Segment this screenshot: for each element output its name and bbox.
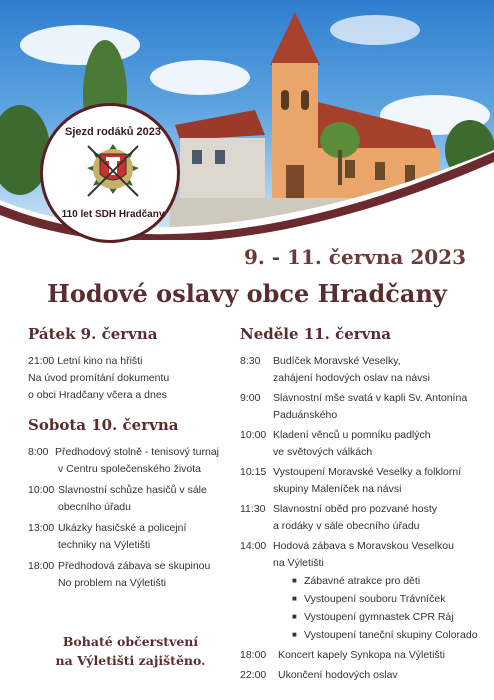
event-text: Vystoupení Moravské Veselky a folklorní (273, 466, 462, 478)
sub-item (240, 626, 480, 644)
bullet-icon: ■ (292, 612, 297, 621)
schedule-item (240, 390, 480, 424)
event-text: Kladení věnců u pomníku padlých (273, 429, 431, 441)
event-description (273, 501, 480, 535)
friday-heading: Pátek 9. června (28, 325, 158, 343)
event-description (273, 538, 480, 572)
schedule-item (28, 482, 233, 516)
event-time: 22:00 (240, 669, 267, 681)
event-time: 18:00 (28, 560, 55, 572)
event-text: Slavnostní schůze hasičů v sále (58, 484, 207, 496)
sub-item (240, 590, 480, 608)
bullet-icon: ■ (292, 576, 297, 585)
event-text: v Centru společenského života (58, 463, 201, 475)
event-description (58, 558, 233, 592)
sub-item (240, 572, 480, 590)
right-column (240, 325, 480, 684)
event-text: Budíček Moravské Veselky, (273, 355, 401, 367)
bullet-icon: ■ (292, 594, 297, 603)
event-time: 8:30 (240, 355, 261, 367)
refreshments-note (28, 632, 233, 670)
event-text: No problem na Výletišti (58, 577, 166, 589)
schedule-item (28, 444, 233, 478)
event-time: 10:00 (28, 484, 55, 496)
event-description (273, 390, 480, 424)
anniversary-emblem (40, 103, 180, 243)
schedule-item (28, 558, 233, 592)
event-time: 21:00 (28, 355, 55, 367)
fire-brigade-crest-icon (43, 106, 183, 246)
sub-item-text: Vystoupení taneční skupiny Colorado (304, 629, 478, 641)
schedule-item (28, 353, 233, 370)
event-text: Koncert kapely Synkopa na Výletišti (278, 649, 445, 661)
event-text: Na úvod promítání dokumentu (28, 372, 170, 384)
sub-item (240, 608, 480, 626)
schedule-item (240, 464, 480, 498)
emblem-bottom-text: 110 let SDH Hradčany (61, 209, 165, 220)
event-text: Ukončení hodových oslav (278, 669, 398, 681)
event-text: Předhodová zábava se skupinou (58, 560, 211, 572)
emblem-top-text: Sjezd rodáků 2023 (65, 126, 161, 138)
saturday-heading: Sobota 10. června (28, 416, 179, 434)
event-text: na Výletišti (273, 557, 324, 569)
event-text: o obci Hradčany včera a dnes (28, 389, 167, 401)
event-time: 8:00 (28, 446, 49, 458)
event-time: 18:00 (240, 649, 267, 661)
note-line: na Výletišti zajištěno. (55, 653, 206, 668)
event-text: skupiny Maleníček na návsi (273, 483, 402, 495)
event-text: obecního úřadu (58, 501, 131, 513)
event-description (55, 444, 233, 478)
event-time: 10:00 (240, 429, 267, 441)
event-description (273, 427, 480, 461)
note-line: Bohaté občerstvení (62, 634, 199, 649)
sub-item-text: Vystoupení souboru Trávníček (304, 593, 446, 605)
event-time: 13:00 (28, 522, 55, 534)
event-text: Ukázky hasičské a policejní (58, 522, 187, 534)
event-time: 10:15 (240, 466, 267, 478)
event-description (58, 482, 233, 516)
schedule-item (28, 520, 233, 554)
event-text: Předhodový stolně - tenisový turnaj (55, 446, 220, 458)
event-description (273, 464, 480, 498)
event-text: a rodáky v sále obecního úřadu (273, 520, 420, 532)
sub-item-text: Zábavné atrakce pro děti (304, 575, 421, 587)
schedule-item (240, 647, 480, 664)
schedule-item (240, 353, 480, 387)
event-time: 14:00 (240, 540, 267, 552)
event-text: Hodová zábava s Moravskou Veselkou (273, 540, 454, 552)
bullet-icon: ■ (292, 630, 297, 639)
event-text: Slavnostní oběd pro pozvané hosty (273, 503, 438, 515)
event-text: Paduánského (273, 409, 338, 421)
page-title: Hodové oslavy obce Hradčany (47, 279, 447, 308)
event-time: 11:30 (240, 503, 266, 515)
event-time: 9:00 (240, 392, 261, 404)
event-text: zahájení hodových oslav na návsi (273, 372, 431, 384)
event-description (58, 520, 233, 554)
event-text: techniky na Výletišti (58, 539, 151, 551)
schedule-item (240, 538, 480, 572)
event-text: ve světových válkách (273, 446, 373, 458)
event-text: Letní kino na hřišti (57, 355, 143, 367)
schedule-item (240, 427, 480, 461)
schedule-item (240, 667, 480, 684)
event-text: Slavnostní mše svatá v kapli Sv. Antonína (273, 392, 468, 404)
event-description (273, 353, 480, 387)
sunday-heading: Neděle 11. června (240, 325, 391, 343)
sub-item-text: Vystoupení gymnastek CPR Ráj (304, 611, 454, 623)
left-column (28, 325, 233, 592)
event-date: 9. - 11. června 2023 (243, 245, 466, 269)
schedule-item (240, 501, 480, 535)
